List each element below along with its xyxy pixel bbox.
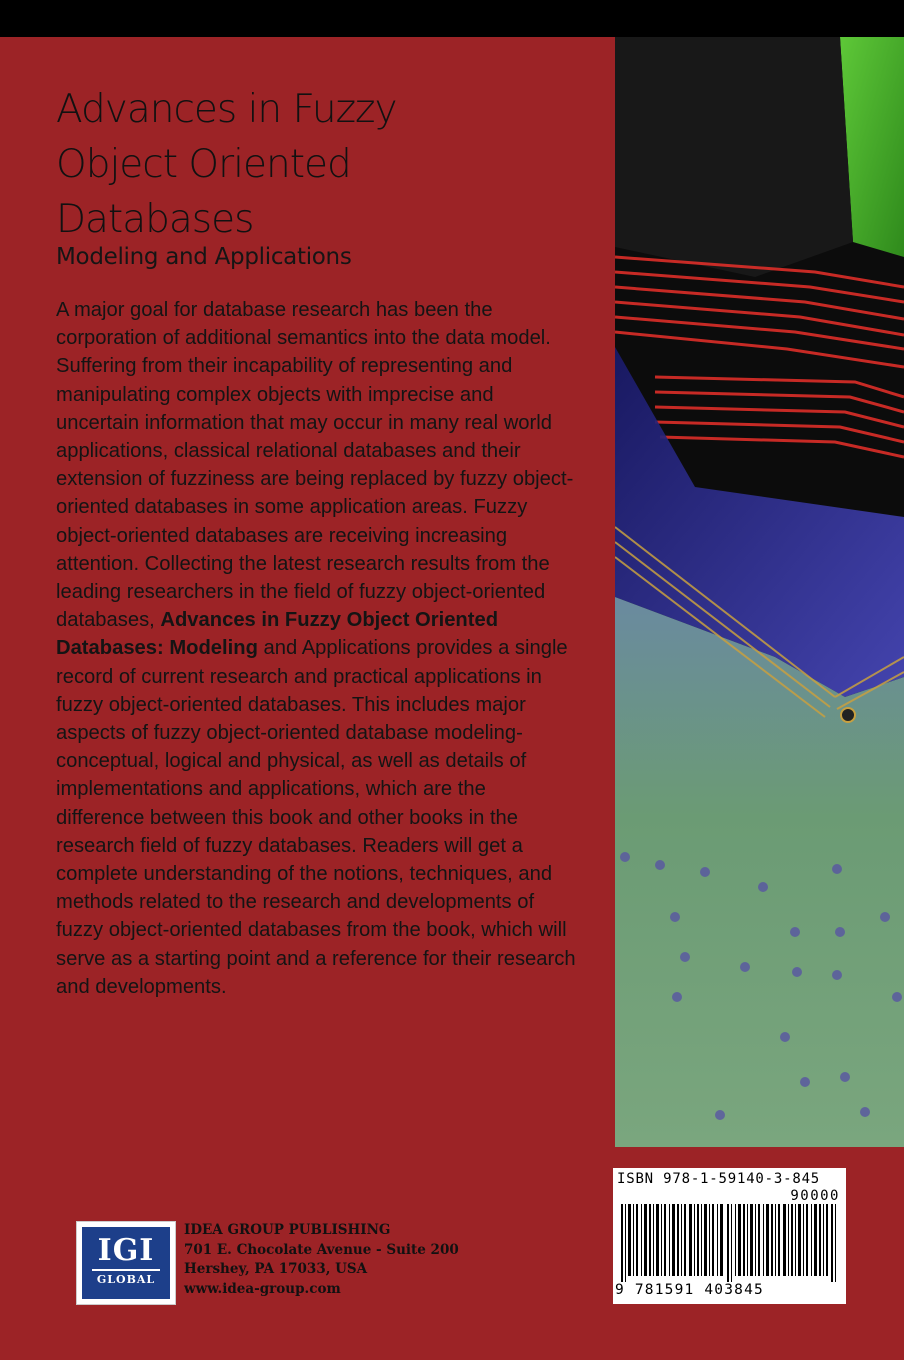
logo-global-text: GLOBAL (92, 1269, 160, 1286)
circuit-board-artwork (615, 37, 904, 1147)
price-code: 90000 (790, 1188, 840, 1204)
description-text-2: and Applications provides a single record of current research and practical applications in fuzzy object-oriented databases. This includes major aspects of fuzzy object-oriented database modeling-conceptual, logical and physical, as well as details of implementations and applications, which are the difference between this book and other books in the research field of fuzzy databases. Readers will get a complete understanding of the notions, techniques, and methods related to the research and developments of fuzzy object-oriented databases from the book, which will serve as a starting point and a reference for their research and developments. (56, 637, 576, 998)
description-bold-title: Advances in Fuzzy Object Oriented Databases: Modeling (56, 609, 499, 660)
publisher-name: IDEA GROUP PUBLISHING (184, 1222, 391, 1238)
description-text-1: A major goal for database research has been the corporation of additional semantics into the data model. Suffering from their incapability of representing and manipulating complex objects with imprecise and uncertain information that may occur in many real world applications, classical relational databases and their extension of fuzziness are being replaced by fuzzy object-oriented databases in some application areas. Fuzzy object-oriented databases are receiving increasing attention. Collecting the latest research results from the leading researchers in the field of fuzzy object-oriented databases, (56, 299, 574, 632)
publisher-website: www.idea-group.com (184, 1280, 341, 1297)
isbn-label: ISBN 978-1-59140-3-845 (617, 1171, 821, 1187)
book-subtitle: Modeling and Applications (56, 244, 352, 270)
top-black-strip (0, 0, 904, 37)
book-description (56, 296, 576, 1001)
publisher-info (184, 1221, 459, 1299)
publisher-address-line2: Hershey, PA 17033, USA (184, 1261, 368, 1277)
barcode-bars (619, 1204, 841, 1282)
isbn-barcode-box (613, 1168, 846, 1304)
publisher-address-line1: 701 E. Chocolate Avenue - Suite 200 (184, 1241, 459, 1258)
book-title: Advances in Fuzzy Object Oriented Databases (56, 87, 397, 242)
barcode-digits: 9 781591 403845 (615, 1282, 764, 1298)
logo-panel (82, 1227, 170, 1299)
igi-global-logo (76, 1221, 176, 1305)
logo-igi-text: IGI (97, 1233, 155, 1268)
